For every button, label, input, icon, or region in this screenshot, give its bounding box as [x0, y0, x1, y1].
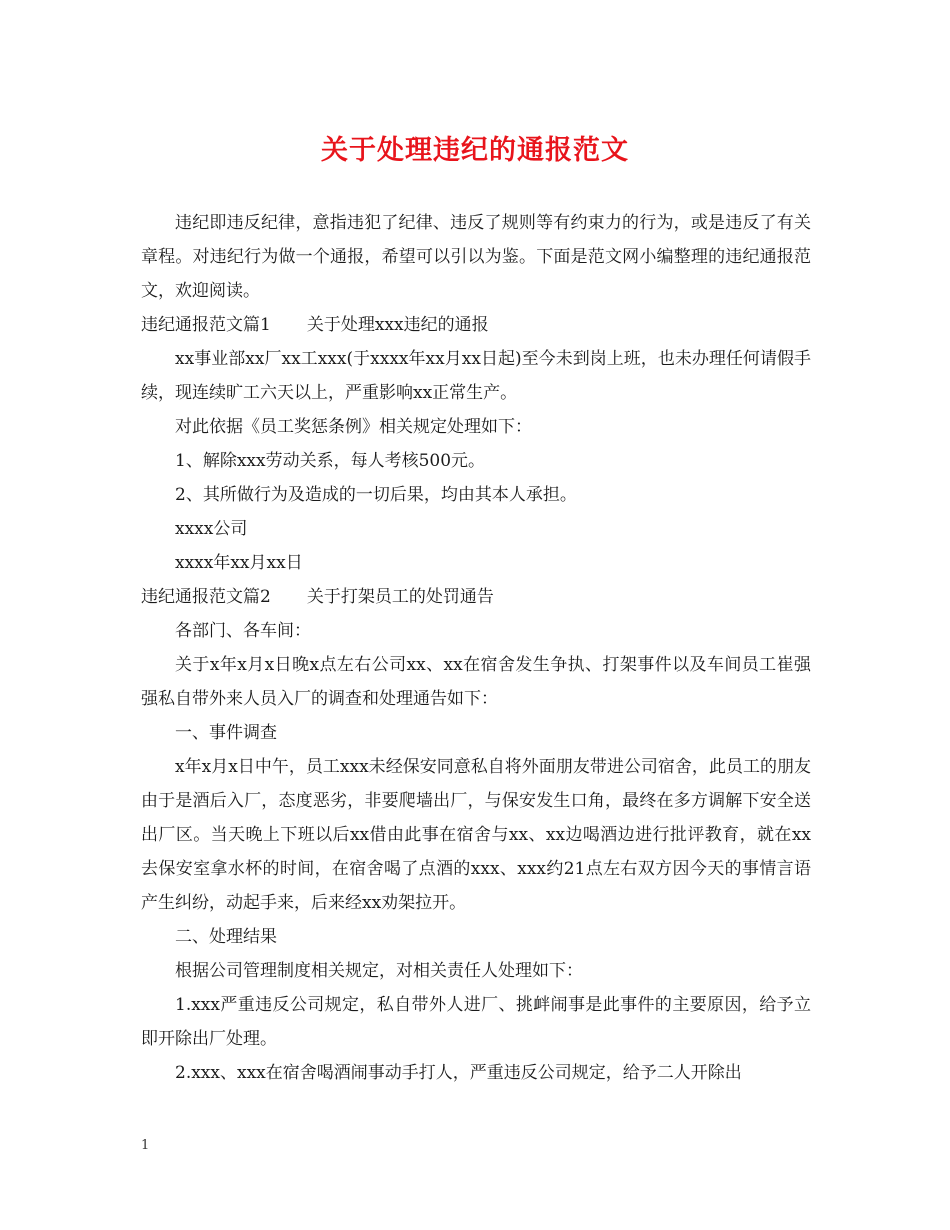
- section1-heading: [141, 308, 811, 342]
- document-title: 关于处理违纪的通报范文: [321, 135, 629, 166]
- section2-paragraph-1: 关于x年x月x日晚x点左右公司xx、xx在宿舍发生争执、打架事件以及车间员工崔强强私自带外来人员入厂的调查和处理通告如下：: [141, 655, 811, 709]
- section2-paragraph-2: x年x月x日中午，员工xxx未经保安同意私自将外面朋友带进公司宿舍，此员工的朋友由于是酒后入厂，态度恶劣，非要爬墙出厂，与保安发生口角，最终在多方调解下安全送出厂区。当天晚上下班以后xx借由此事在宿舍与xx、xx边喝酒边进行批评教育，就在xx去保安室拿水杯的时间，在宿舍喝了点酒的xxx、xxx约21点左右双方因今天的事情言语产生纠纷，动起手来，后来经xx劝架拉开。: [141, 757, 811, 913]
- intro-paragraph: 违纪即违反纪律，意指违犯了纪律、违反了规则等有约束力的行为，或是违反了有关章程。对违纪行为做一个通报，希望可以引以为鉴。下面是范文网小编整理的违纪通报范文，欢迎阅读。: [141, 213, 811, 301]
- section2-title: 关于打架员工的处罚通告: [306, 587, 494, 607]
- section1-company: xxxx公司: [175, 519, 248, 539]
- document-body: [141, 206, 811, 1090]
- section2-paragraph-3: 根据公司管理制度相关规定，对相关责任人处理如下：: [175, 961, 583, 981]
- section1-paragraph-2: 对此依据《员工奖惩条例》相关规定处理如下：: [175, 417, 532, 437]
- section1-paragraph-1: xx事业部xx厂xx工xxx(于xxxx年xx月xx日起)至今未到岗上班，也未办理任何请假手续，现连续旷工六天以上，严重影响xx正常生产。: [141, 349, 811, 403]
- section2-item-2: 2.xxx、xxx在宿舍喝酒闹事动手打人，严重违反公司规定，给予二人开除出: [175, 1063, 742, 1083]
- page-number: 1: [141, 1138, 150, 1153]
- section1-label: 违纪通报范文篇1: [141, 315, 271, 335]
- section2-label: 违纪通报范文篇2: [141, 587, 271, 607]
- section2-item-1: 1.xxx严重违反公司规定，私自带外人进厂、挑衅闹事是此事件的主要原因，给予立即开除出厂处理。: [141, 995, 811, 1049]
- section2-greeting: 各部门、各车间：: [175, 621, 311, 641]
- section2-heading: [141, 580, 811, 614]
- section1-title: 关于处理xxx违纪的通报: [306, 315, 489, 335]
- section1-item-2: 2、其所做行为及造成的一切后果，均由其本人承担。: [175, 485, 577, 505]
- section2-subheading-2: 二、处理结果: [175, 927, 277, 947]
- section2-subheading-1: 一、事件调查: [175, 723, 277, 743]
- section1-date: xxxx年xx月xx日: [175, 553, 303, 573]
- section1-item-1: 1、解除xxx劳动关系，每人考核500元。: [175, 451, 486, 471]
